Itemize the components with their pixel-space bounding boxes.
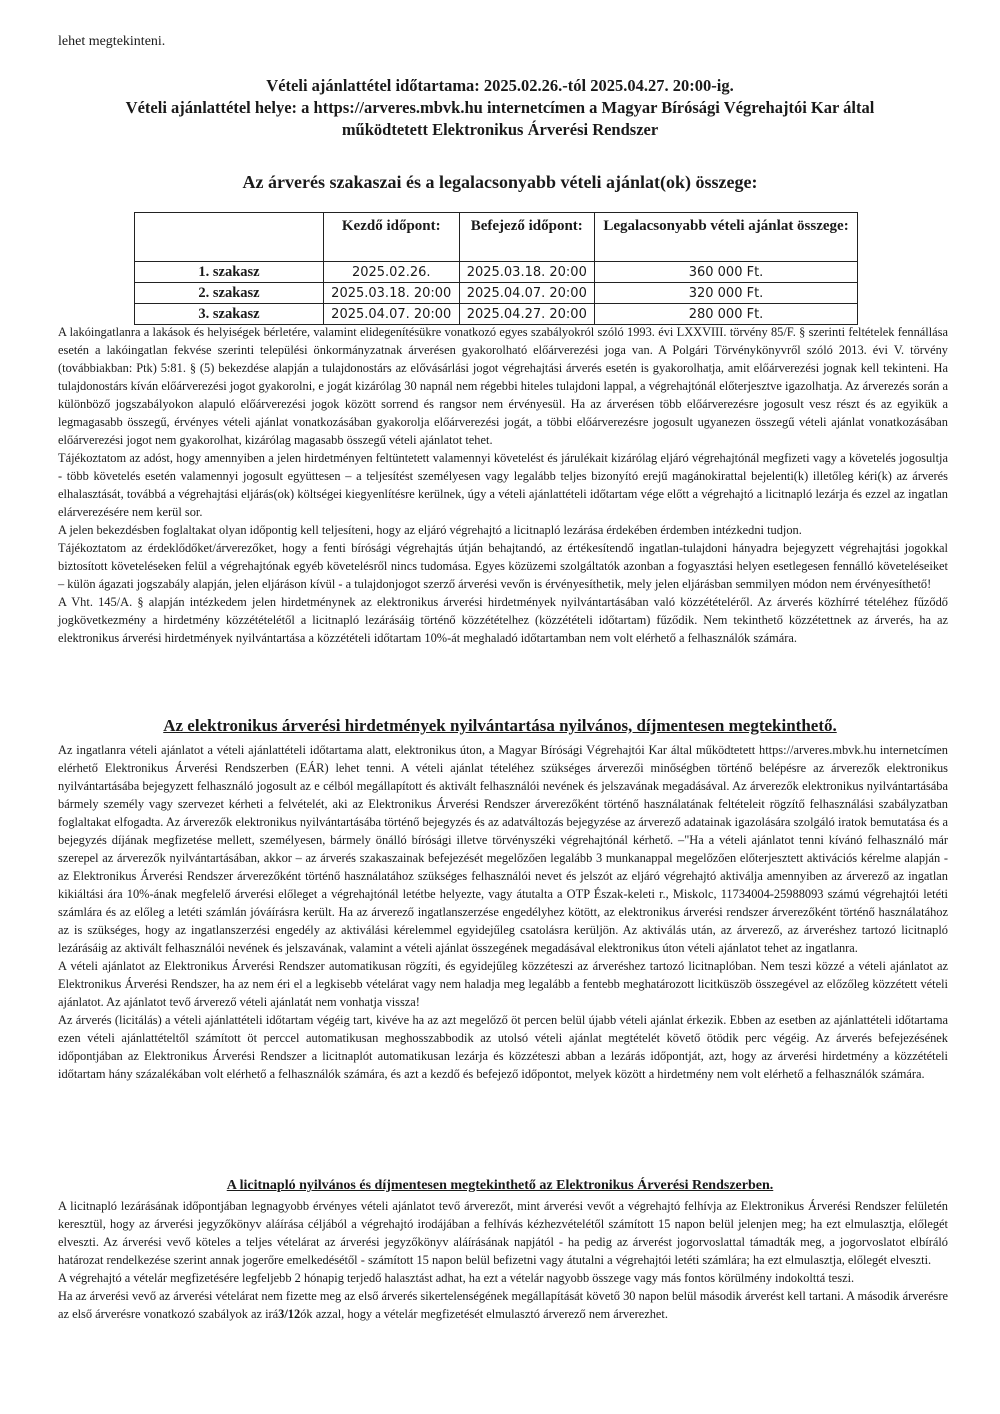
stage-label: 1. szakasz <box>135 262 324 283</box>
paragraph: A Vht. 145/A. § alapján intézkedem jelen hirdetménynek az elektronikus árverési hirdetmények nyilvántartásában való közzétételéről. Az árverés közhírré tételéhez fűződő jogkövetkezmény a hirdetmény közzétételétől a licitnapló lezárásáig történő közzétételhez (közzétételi időtartam) fűződik. Nem tekinthető közzétettnek az árverés, ha az elektronikus árverési hirdetmények nyilvántartása a közzétételi időtartam 10%-át meghaladó időtartamban nem volt elérhető a felhasználók számára. <box>58 595 948 645</box>
table-header-cell <box>135 213 324 262</box>
table-row <box>135 262 858 283</box>
end-time: 2025.04.07. 20:00 <box>459 283 595 304</box>
table-row <box>135 283 858 304</box>
table-header-row <box>135 213 858 262</box>
paragraph: A lakóingatlanra a lakások és helyiségek bérletére, valamint elidegenítésükre vonatkozó egyes szabályokról szóló 1993. évi LXXVIII. törvény 85/F. § szerinti feltételek fennállása esetén a lakóingatlan fekvése szerinti települési önkormányzatnak árverésen gyakorolható előárverezési joga van. A Polgári Törvénykönyvről szóló 2013. évi V. törvény (továbbiakban: Ptk) 5:81. § (5) bekezdése alapján a tulajdonostárs az elővásárlási jogot végrehajtási árverés esetén is gyakorolhatja, amit előárverezési jognak kell tekinteni. Ha tulajdonostárs kíván előárverezési jogot gyakorolni, e jogát kizárólag 30 napnál nem régebbi hiteles tulajdoni lappal, a végrehajtónál előterjesztve igazolhatja. Az árverezés során a különböző jogszabályokon alapuló előárverezési jogok között sorrend és rangsor nem érvényesül. Ha az árverésen több előárverezésre jogosult vesz részt és az egyikük a legmagasabb összegű, érvényes vételi ajánlat vonatkozásában gyakorolja előárverezési jogát, a többi előárverezésre jogosult ugyanezen összegű vételi ajánlat vonatkozásában előárverezési jogot nem gyakorolhat, kizárólag magasabb összegű vételi ajánlatot tehet. <box>58 325 948 447</box>
table-header-cell: Befejező időpont: <box>459 213 595 262</box>
min-offer: 360 000 Ft. <box>595 262 858 283</box>
page-number: 3/12 <box>278 1307 301 1321</box>
paragraph: Az ingatlanra vételi ajánlatot a vételi ajánlattételi időtartama alatt, elektronikus úton, a Magyar Bírósági Végrehajtói Kar által működtetett https://arveres.mbvk.hu internetcímen elérhető Elektronikus Árverési Rendszerben (EÁR) lehet tenni. A vételi ajánlat tételéhez szükséges árverezői minőségben történő belépésre az árverezők elektronikus nyilvántartásába bejegyzett felhasználó jogosult az e célból megállapított és aktivált felhasználói nevének és jelszavának megadásával. Az árverezők elektronikus nyilvántartásába bármely személy vagy szervezet kérheti a felvételét, aki az Elektronikus Árverési Rendszer árverezőként történő használatának feltételeit rögzítő felhasználási szabályzatban foglaltakat elfogadta. Az árverezők elektronikus nyilvántartásába történő bejegyzés és az adatváltozás bejegyzése az árverező adatainak igazolására szolgáló iratok bemutatása és a bejegyzés díjának megfizetése mellett, személyesen, bármely önálló bírósági illetve törvényszéki végrehajtónál kérhető. –"Ha a vételi ajánlatot tenni kívánó felhasználó már szerepel az árverezők nyilvántartásában, akkor – az árverés szakaszainak befejezését megelőzően legalább 3 munkanappal megelőzően előterjesztett aktivációs kérelme alapján - az Elektronikus Árverési Rendszer árverezőként történő használatához szükséges felhasználói nevet és jelszót az eljáró végrehajtó aktiválja amennyiben az árverező az ingatlan kikiáltási ára 10%-ának megfelelő árverési előleget a végrehajtónál letétbe helyezte, vagy átutalta a OTP Észak-keleti r., Miskolc, 11734004-25988093 számú végrehajtói letéti számlára és az előleg a letéti számlán jóváírásra került. Ha az árverező ingatlanszerzése engedélyhez kötött, az elektronikus árverési rendszer árverezőként történő használatához az is szükséges, hogy az ingatlanszerzési engedély az aktiválási kérelemmel egyidejűleg csatolásra kerüljön. Az aktiválás után, az árverező, az árveréshez tartozó licitnapló lezárásáig az aktivált felhasználói nevének és jelszavának, valamint a vételi ajánlat összegének megadásával elektronikus úton vételi ajánlatot tehet az ingatlanra. <box>58 743 948 955</box>
end-time: 2025.03.18. 20:00 <box>459 262 595 283</box>
min-offer: 320 000 Ft. <box>595 283 858 304</box>
stage-label: 2. szakasz <box>135 283 324 304</box>
paragraph: A végrehajtó a vételár megfizetésére legfeljebb 2 hónapig terjedő halasztást adhat, ha ezt a vételár nagyobb összege vagy más fontos körülmény indokolttá teszi. <box>58 1271 855 1285</box>
paragraph: Tájékoztatom az érdeklődőket/árverezőket, hogy a fenti bírósági végrehajtás útján behajtandó, az értékesítendő ingatlan-tulajdoni hányadra bejegyzett végrehajtási jogokkal biztosított követeléseken felül a végrehajtónak egyéb követelésről nincs tudomása. Egyes közüzemi szolgáltatók azonban a fogyasztási helyen esetlegesen fennálló követeléseiket – külön ágazati jogszabály alapján, jelen eljáráson kívül - a tulajdonjogot szerző árverési vevőn is érvényesíthetik, mely jelen eljárásban semmilyen módon nem érvényesíthető! <box>58 541 948 591</box>
section-payment <box>58 1197 948 1323</box>
bidding-place-heading-cont: működtetett Elektronikus Árverési Rendszer <box>341 120 659 139</box>
bidding-period-heading: Vételi ajánlattétel időtartama: 2025.02.26.-tól 2025.04.27. 20:00-ig. <box>266 76 734 95</box>
section-preemption-info <box>58 323 948 647</box>
end-time: 2025.04.27. 20:00 <box>459 304 595 325</box>
stages-table <box>134 212 858 325</box>
start-time: 2025.02.26. <box>324 262 460 283</box>
table-header-cell: Legalacsonyabb vételi ajánlat összege: <box>595 213 858 262</box>
registry-public-title: Az elektronikus árverési hirdetmények nyilvántartása nyilvános, díjmentesen megtekinthető. <box>163 716 837 735</box>
paragraph: Tájékoztatom az adóst, hogy amennyiben a jelen hirdetményen feltüntetett valamennyi követelést és járulékait kizárólag eljáró végrehajtónál megfizeti vagy a követelés jogosultja - több követelés esetén valamennyi jogosult együttesen – a teljesítést személyesen vagy legalább teljes bizonyító erejű magánokirattal bejelenti(k) illetőleg kéri(k) az árverés elhalasztását, továbbá a végrehajtási eljárás(ok) költségei kiegyenlítésre kerülnek, úgy a vételi ajánlattételi időtartam vége előtt a végrehajtó a licitnapló lezárja és ezzel az ingatlan elárverezésére nem kerül sor. <box>58 451 948 519</box>
min-offer: 280 000 Ft. <box>595 304 858 325</box>
table-header-cell: Kezdő időpont: <box>324 213 460 262</box>
paragraph: A jelen bekezdésben foglaltakat olyan időpontig kell teljesíteni, hogy az eljáró végrehajtó a licitnapló lezárása érdekében érdemben intézkedni tudjon. <box>58 523 802 537</box>
bidding-place-heading: Vételi ajánlattétel helye: a https://arveres.mbvk.hu internetcímen a Magyar Bírósági Végrehajtói Kar által <box>125 98 875 117</box>
section-electronic-bidding <box>58 741 948 1083</box>
start-time: 2025.04.07. 20:00 <box>324 304 460 325</box>
start-time: 2025.03.18. 20:00 <box>324 283 460 304</box>
stage-label: 3. szakasz <box>135 304 324 325</box>
text-after-page-number: ók azzal, hogy a vételár megfizetését elmulasztó árverező nem árverezhet. <box>300 1307 668 1321</box>
table-row <box>135 304 858 325</box>
stages-title: Az árverés szakaszai és a legalacsonyabb vételi ajánlat(ok) összege: <box>242 172 758 192</box>
paragraph-last <box>58 1287 948 1323</box>
text-before-page-number: Ha az árverési vevő az árverési vételárat nem fizette meg az első árverés sikertelenségének megállapítását követő 30 napon belül második árverést kell tartani. A második árverésre az első árverésre vonatkozó szabályok az irá <box>58 1289 948 1321</box>
continuation-text: lehet megtekinteni. <box>58 34 166 49</box>
paragraph: A vételi ajánlatot az Elektronikus Árverési Rendszer automatikusan rögzíti, és egyidejűleg közzéteszi az árveréshez tartozó licitnaplóban. Nem teszi közzé a vételi ajánlatot az Elektronikus Árverési Rendszer, ha az nem éri el a legkisebb vételárat vagy nem haladja meg legalább a fentebb meghatározott licitküszöb összegével az előzőleg közzétett vételi ajánlatot. Az ajánlatot tevő árverező vételi ajánlatát nem vonhatja vissza! <box>58 959 948 1009</box>
bid-log-public-title: A licitnapló nyilvános és díjmentesen megtekinthető az Elektronikus Árverési Rendszerben. <box>226 1178 774 1193</box>
paragraph: Az árverés (licitálás) a vételi ajánlattételi időtartam végéig tart, kivéve ha az azt megelőző öt percen belül újabb vételi ajánlat érkezik. Ebben az esetben az ajánlattételi időtartama ezen vételi ajánlattételtől számított öt perccel automatikusan meghosszabbodik az utolsó vételi ajánlat megtételét követő ötödik perc végéig. Az árverés befejezésének időpontjában az Elektronikus Árverési Rendszer a licitnaplót automatikusan lezárja és közzéteszi abban a lezárás időpontját, azt, hogy az árverési hirdetmény a közzétételi időtartam hány százalékában volt elérhető a felhasználók számára, és azt a kezdő és befejező időpontot, melyek között a hirdetmény nem volt elérhető a felhasználók számára. <box>58 1013 948 1081</box>
paragraph: A licitnapló lezárásának időpontjában legnagyobb érvényes vételi ajánlatot tevő árverezőt, mint árverési vevőt a végrehajtó felhívja az Elektronikus Árverési Rendszer felületén keresztül, hogy az árverési jegyzőkönyv aláírása céljából a végrehajtó irodájában a felhívás kézhezvételétől számított 15 napon belül jelenjen meg; ha ezt elmulasztja, előlegét elveszti. Az árverési vevő köteles a teljes vételárat az árverési jegyzőkönyv aláírásának napjától - ha pedig az árverést jogorvoslattal támadták meg, a jogorvoslatot elbíráló határozat rendelkezése szerint annak jogerőre emelkedésétől - számított 15 napon belül befizetni vagy átutalni a végrehajtói letéti számlára; ha ezt elmulasztja, előlegét elveszti. <box>58 1199 948 1267</box>
